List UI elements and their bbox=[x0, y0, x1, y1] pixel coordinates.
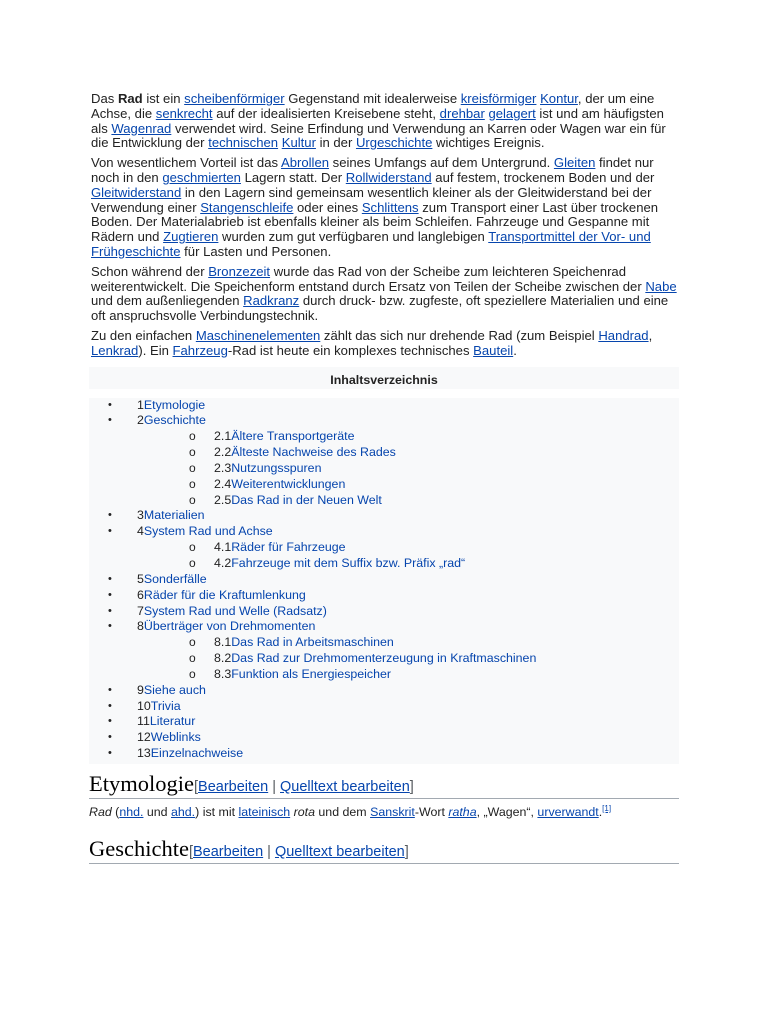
inline-link[interactable]: Bauteil bbox=[473, 342, 514, 358]
intro-paragraph-1 bbox=[91, 92, 681, 151]
toc-item[interactable] bbox=[89, 508, 679, 524]
bullet-icon: • bbox=[108, 620, 112, 633]
section-title: Etymologie bbox=[89, 770, 194, 796]
inline-link[interactable]: Schlittens bbox=[361, 199, 419, 215]
text-run: und dem bbox=[314, 804, 371, 819]
toc-item[interactable] bbox=[89, 524, 679, 540]
toc-link[interactable]: Das Rad in Arbeitsmaschinen bbox=[231, 635, 394, 650]
toc-number: 1 bbox=[137, 397, 144, 412]
toc-number: 2.5 bbox=[214, 492, 232, 507]
toc-item[interactable] bbox=[89, 461, 679, 477]
text-run: ) ist mit bbox=[195, 804, 239, 819]
text-run: Zu den einfachen bbox=[91, 327, 196, 343]
toc-number: 8.3 bbox=[214, 666, 232, 681]
toc-number: 4.2 bbox=[214, 555, 232, 570]
inline-link[interactable]: Handrad bbox=[598, 327, 649, 343]
toc-number: 4 bbox=[137, 524, 144, 539]
section-title: Geschichte bbox=[89, 835, 189, 861]
text-run: findet nur noch in den bbox=[91, 155, 654, 185]
text-run: für Lasten und Personen. bbox=[180, 243, 332, 259]
text-run: seines Umfangs auf dem Untergrund. bbox=[329, 155, 554, 171]
bullet-icon: • bbox=[108, 747, 112, 760]
text-run: zählt das sich nur drehende Rad (zum Beispiel bbox=[320, 327, 599, 343]
toc-item[interactable] bbox=[89, 730, 679, 746]
toc-number: 6 bbox=[137, 587, 144, 602]
inline-link[interactable]: scheibenförmiger bbox=[184, 91, 285, 106]
inline-link[interactable]: technischen bbox=[208, 135, 279, 151]
bullet-icon: o bbox=[189, 651, 196, 666]
toc-item[interactable] bbox=[89, 588, 679, 604]
toc-link[interactable]: System Rad und Welle (Radsatz) bbox=[143, 603, 327, 618]
inline-link[interactable]: Kultur bbox=[281, 135, 316, 151]
reference-link[interactable]: [1] bbox=[602, 803, 612, 813]
text-run: , „Wagen“, bbox=[476, 804, 538, 819]
toc-number: 2.4 bbox=[214, 476, 232, 491]
inline-link[interactable]: Maschinenelementen bbox=[195, 327, 321, 343]
article-content bbox=[91, 92, 681, 864]
bullet-icon: • bbox=[108, 525, 112, 538]
text-run: wurde das Rad von der Scheibe zum leichteren Speichenrad weiterentwickelt. Die Speichenform entstand durch Ersatz von Teilen der Scheibe zwischen der bbox=[91, 263, 646, 294]
text-run: Schon während der bbox=[91, 263, 209, 279]
inline-link[interactable]: Fahrzeug bbox=[172, 342, 228, 358]
inline-link[interactable]: Transportmittel der Vor- und Frühgeschichte bbox=[91, 229, 651, 259]
inline-link[interactable]: Urgeschichte bbox=[355, 135, 433, 151]
text-run: durch druck- bzw. zugfeste, oft speziellere Materialien und eine oft anspruchsvolle Verbindungstechnik. bbox=[91, 293, 669, 324]
edit-links: [Bearbeiten | Quelltext bearbeiten] bbox=[194, 778, 414, 795]
toc-item[interactable] bbox=[89, 540, 679, 556]
toc-link[interactable]: Sonderfälle bbox=[143, 571, 207, 586]
text-run: ist ein bbox=[142, 91, 185, 106]
bullet-icon: • bbox=[108, 572, 112, 585]
toc-link[interactable]: Älteste Nachweise des Rades bbox=[231, 445, 396, 460]
text-run: auf der idealisierten Kreisebene steht, bbox=[212, 105, 440, 121]
inline-link[interactable]: lateinisch bbox=[238, 804, 291, 819]
toc-item[interactable] bbox=[89, 683, 679, 699]
toc-number: 4.1 bbox=[214, 540, 232, 555]
toc-link[interactable]: Materialien bbox=[143, 508, 205, 523]
toc-item[interactable] bbox=[89, 429, 679, 445]
bullet-icon: o bbox=[189, 476, 196, 491]
toc-item[interactable] bbox=[89, 667, 679, 683]
intro-paragraph-3 bbox=[91, 265, 681, 324]
inline-link[interactable]: Sanskrit bbox=[370, 804, 415, 819]
toc-item[interactable] bbox=[89, 398, 679, 414]
toc-link[interactable]: Literatur bbox=[149, 714, 196, 729]
text-run: ). Ein bbox=[138, 342, 173, 358]
inline-link[interactable]: gelagert bbox=[488, 105, 536, 121]
toc-link[interactable]: Ältere Transportgeräte bbox=[231, 429, 355, 444]
toc-link[interactable]: Das Rad in der Neuen Welt bbox=[231, 492, 382, 507]
bullet-icon: o bbox=[189, 540, 196, 555]
inline-link[interactable]: Wagenrad bbox=[111, 120, 172, 136]
toc-number: 2.2 bbox=[214, 445, 232, 460]
toc-number: 2 bbox=[137, 413, 144, 428]
text-run: ( bbox=[111, 804, 120, 819]
toc-link[interactable]: Weiterentwicklungen bbox=[231, 476, 346, 491]
inline-link[interactable]: Gleitwiderstand bbox=[91, 184, 182, 200]
edit-links: [Bearbeiten | Quelltext bearbeiten] bbox=[188, 843, 409, 860]
inline-link[interactable]: Zugtieren bbox=[163, 229, 219, 245]
text-run: Rad bbox=[89, 804, 112, 819]
bullet-icon: • bbox=[108, 715, 112, 728]
toc-number: 8 bbox=[137, 619, 144, 634]
inline-link[interactable]: Bronzezeit bbox=[208, 263, 271, 279]
toc-item[interactable] bbox=[89, 477, 679, 493]
bold-term: Rad bbox=[117, 91, 143, 106]
toc-item[interactable] bbox=[89, 604, 679, 620]
text-run: verwendet wird. Seine Erfindung und Verwendung an Karren oder Wagen war ein für die Entwicklung der bbox=[91, 120, 666, 151]
text-run: zum Transport einer Last über trockenen Boden. Der Materialabrieb ist ebenfalls kleiner als beim Schleifen. Fahrzeuge und Gespanne mit Rädern und bbox=[91, 199, 659, 245]
text-run: in den Lagern sind gemeinsam wesentlich kleiner als der Gleitwiderstand bei der Verwendung einer bbox=[91, 184, 652, 215]
toc-link[interactable]: Etymologie bbox=[143, 397, 206, 412]
toc-link[interactable]: Fahrzeuge mit dem Suffix bzw. Präfix „rad“ bbox=[231, 555, 466, 570]
inline-link[interactable]: Stangenschleife bbox=[200, 199, 294, 215]
text-run: Von wesentlichem Vorteil ist das bbox=[91, 155, 281, 171]
toc-number: 7 bbox=[137, 603, 144, 618]
toc-item[interactable] bbox=[89, 445, 679, 461]
toc-number: 8.1 bbox=[214, 635, 232, 650]
inline-link[interactable]: kreisförmiger bbox=[460, 91, 537, 106]
bullet-icon: • bbox=[108, 509, 112, 522]
bullet-icon: • bbox=[108, 604, 112, 617]
bullet-icon: • bbox=[108, 414, 112, 427]
text-run: , der um eine Achse, die bbox=[91, 91, 655, 121]
etymology-paragraph bbox=[89, 805, 681, 820]
toc-item[interactable] bbox=[89, 413, 679, 429]
inline-link[interactable]: senkrecht bbox=[155, 105, 213, 121]
toc-number: 9 bbox=[137, 682, 144, 697]
intro-paragraph-2 bbox=[91, 156, 681, 260]
toc-link[interactable]: Geschichte bbox=[143, 413, 206, 428]
toc-number: 11 bbox=[137, 714, 150, 729]
inline-link[interactable]: geschmierten bbox=[162, 169, 241, 185]
bullet-icon: o bbox=[189, 666, 196, 681]
toc-number: 2.3 bbox=[214, 460, 232, 475]
section-heading-geschichte bbox=[89, 836, 679, 864]
toc-number: 3 bbox=[137, 508, 144, 523]
inline-link[interactable]: Abrollen bbox=[280, 155, 330, 171]
text-run: wurden zum gut verfügbaren und langlebigen bbox=[218, 229, 489, 245]
text-run: oder eines bbox=[293, 199, 362, 215]
toc-link[interactable]: Einzelnachweise bbox=[150, 746, 244, 761]
text-run: . bbox=[513, 342, 517, 358]
toc-item[interactable] bbox=[89, 635, 679, 651]
text-run: Gegenstand mit idealerweise bbox=[284, 91, 461, 106]
toc-item[interactable] bbox=[89, 619, 679, 635]
toc-item[interactable] bbox=[89, 651, 679, 667]
text-run: in der bbox=[315, 135, 356, 151]
bullet-icon: • bbox=[108, 683, 112, 696]
toc-item[interactable] bbox=[89, 493, 679, 509]
toc-link[interactable]: Trivia bbox=[150, 698, 181, 713]
intro-paragraph-4 bbox=[91, 329, 681, 359]
toc-link[interactable]: Funktion als Energiespeicher bbox=[231, 666, 392, 681]
bullet-icon: • bbox=[108, 731, 112, 744]
toc-link[interactable]: Weblinks bbox=[150, 730, 201, 745]
text-run: wichtiges Ereignis. bbox=[432, 135, 545, 151]
edit-link[interactable]: Bearbeiten bbox=[198, 778, 269, 795]
toc-link[interactable]: System Rad und Achse bbox=[143, 524, 273, 539]
bullet-icon: o bbox=[189, 429, 196, 444]
toc-link[interactable]: Das Rad zur Drehmomenterzeugung in Kraftmaschinen bbox=[231, 651, 537, 666]
inline-link[interactable]: urverwandt bbox=[537, 804, 599, 819]
bullet-icon: o bbox=[189, 445, 196, 460]
toc-number: 13 bbox=[137, 746, 151, 761]
inline-link[interactable]: Nabe bbox=[645, 278, 677, 294]
toc-number: 10 bbox=[137, 698, 151, 713]
toc-item[interactable] bbox=[89, 572, 679, 588]
toc-link[interactable]: Überträger von Drehmomenten bbox=[143, 619, 316, 634]
bullet-icon: o bbox=[189, 635, 196, 650]
text-run: und dem außenliegenden bbox=[91, 293, 244, 309]
inline-link[interactable]: Radkranz bbox=[243, 293, 300, 309]
toc-item[interactable] bbox=[89, 714, 679, 730]
toc-number: 2.1 bbox=[214, 429, 232, 444]
text-run: -Rad ist heute ein komplexes technisches bbox=[227, 342, 474, 358]
inline-link[interactable]: ratha bbox=[448, 804, 477, 819]
toc-number: 8.2 bbox=[214, 651, 232, 666]
text-run: , bbox=[648, 327, 653, 343]
text-run: Lagern statt. Der bbox=[240, 169, 346, 185]
toc-title: Inhaltsverzeichnis bbox=[89, 367, 679, 389]
toc-link[interactable]: Räder für die Kraftumlenkung bbox=[143, 587, 306, 602]
edit-link[interactable]: Bearbeiten bbox=[193, 843, 264, 860]
text-run: ist und am häufigsten als bbox=[91, 105, 664, 136]
toc-item[interactable] bbox=[89, 556, 679, 572]
bullet-icon: o bbox=[189, 460, 196, 475]
toc-link[interactable]: Siehe auch bbox=[143, 682, 206, 697]
text-run: Das bbox=[91, 91, 118, 106]
bullet-icon: • bbox=[108, 398, 112, 411]
inline-link[interactable]: ahd. bbox=[171, 804, 196, 819]
inline-link[interactable]: nhd. bbox=[119, 804, 144, 819]
toc-number: 12 bbox=[137, 730, 151, 745]
edit-source-link[interactable]: Quelltext bearbeiten bbox=[274, 843, 405, 860]
inline-link[interactable]: Gleiten bbox=[553, 155, 596, 171]
bullet-icon: o bbox=[189, 555, 196, 570]
inline-link[interactable]: Kontur bbox=[540, 91, 578, 106]
toc-item[interactable] bbox=[89, 746, 679, 762]
toc-item[interactable] bbox=[89, 699, 679, 715]
text-run: auf festem, trockenem Boden und der bbox=[431, 169, 655, 185]
toc-number: 5 bbox=[137, 571, 144, 586]
inline-link[interactable]: drehbar bbox=[439, 105, 485, 121]
toc-link[interactable]: Nutzungsspuren bbox=[231, 460, 322, 475]
table-of-contents bbox=[89, 398, 679, 764]
toc-link[interactable]: Räder für Fahrzeuge bbox=[231, 540, 346, 555]
section-heading-etymologie bbox=[89, 771, 679, 799]
bullet-icon: o bbox=[189, 492, 196, 507]
edit-source-link[interactable]: Quelltext bearbeiten bbox=[280, 778, 410, 795]
bullet-icon: • bbox=[108, 699, 112, 712]
text-run: -Wort bbox=[414, 804, 449, 819]
text-run: rota bbox=[293, 804, 315, 819]
inline-link[interactable]: Lenkrad bbox=[91, 342, 139, 358]
bullet-icon: • bbox=[108, 588, 112, 601]
text-run: und bbox=[143, 804, 171, 819]
inline-link[interactable]: Rollwiderstand bbox=[345, 169, 432, 185]
text-run: . bbox=[598, 804, 603, 819]
